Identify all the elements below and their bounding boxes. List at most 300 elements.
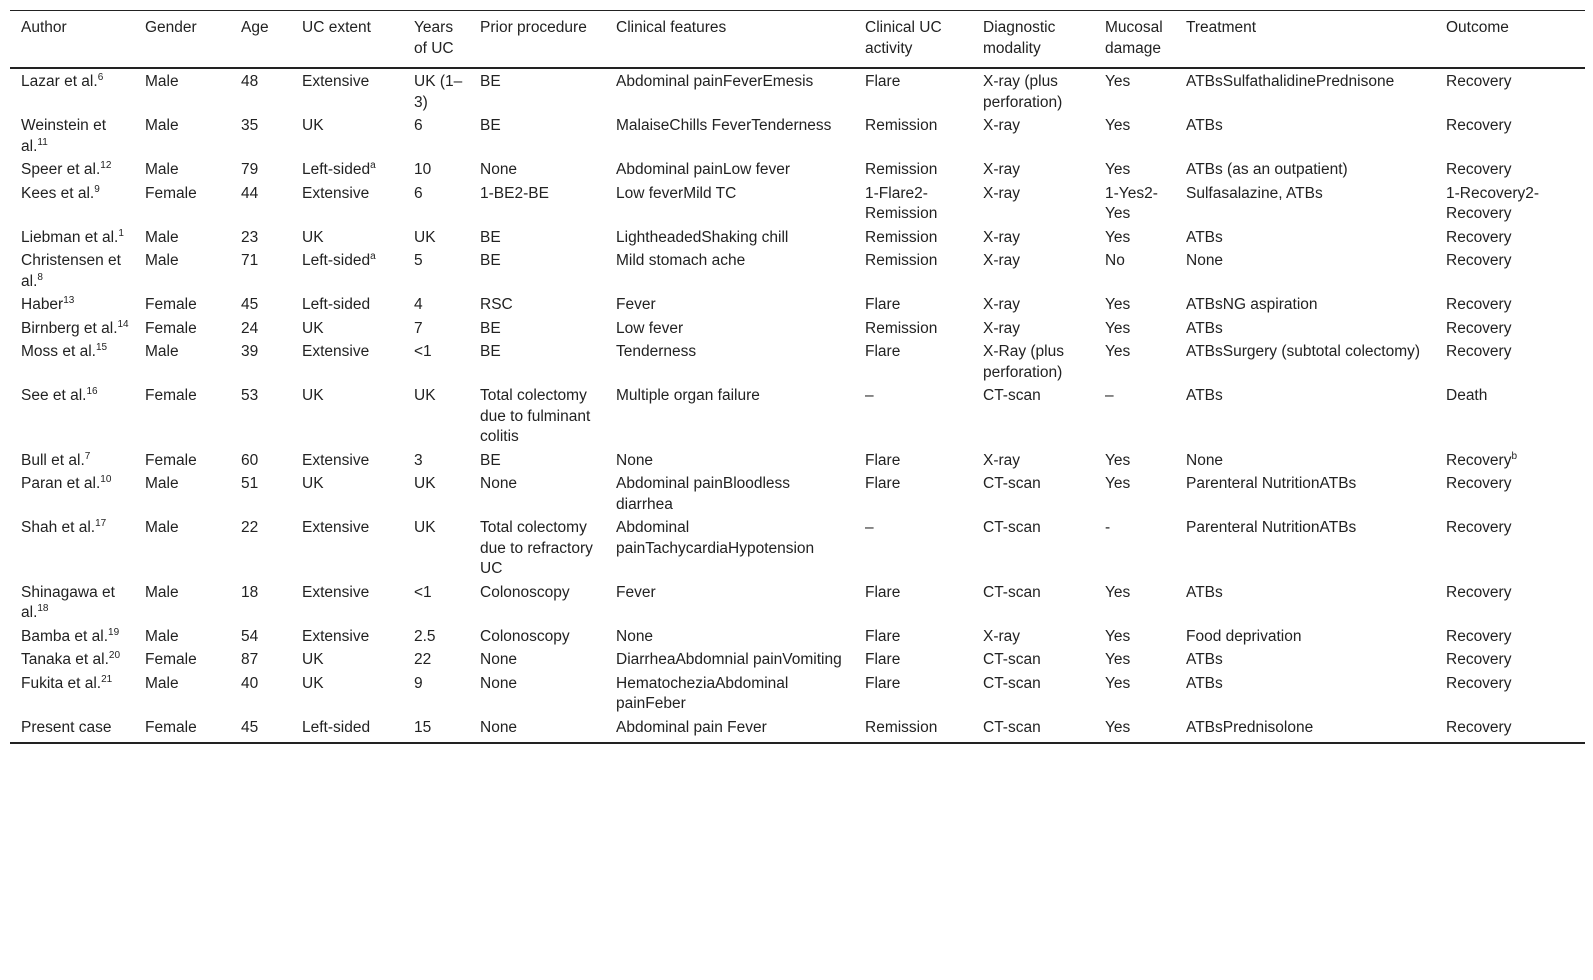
author-text: Present case xyxy=(21,718,112,736)
author-text: Speer et al. xyxy=(21,161,101,178)
clinical-uc-activity-cell xyxy=(854,316,972,340)
gender-text: Male xyxy=(145,117,179,134)
prior-procedure-text: BE xyxy=(480,252,501,269)
header-gender: Gender xyxy=(145,19,197,36)
mucosal-damage-cell xyxy=(1094,580,1175,624)
table-row xyxy=(10,248,1585,292)
treatment-text: ATBsSulfathalidinePrednisone xyxy=(1186,73,1395,90)
gender-cell xyxy=(134,624,230,648)
prior-procedure-text: RSC xyxy=(480,296,513,313)
clinical-features-text: Abdominal painLow fever xyxy=(616,161,791,178)
years-of-uc-cell xyxy=(403,448,469,472)
prior-procedure-cell xyxy=(469,113,605,157)
clinical-uc-activity-cell xyxy=(854,383,972,448)
uc-extent-text: Extensive xyxy=(302,73,370,90)
prior-procedure-cell xyxy=(469,471,605,515)
age-text: 53 xyxy=(241,387,259,404)
diagnostic-modality-text: X-ray xyxy=(983,184,1021,202)
mucosal-damage-text: - xyxy=(1105,519,1111,536)
years-of-uc-cell xyxy=(403,471,469,515)
diagnostic-modality-cell xyxy=(972,515,1094,580)
header-diagnostic-modality: Diagnostic modality xyxy=(983,19,1056,57)
table-row xyxy=(10,225,1585,249)
clinical-features-text: LightheadedShaking chill xyxy=(616,228,789,246)
uc-extent-cell xyxy=(291,580,403,624)
age-text: 24 xyxy=(241,319,259,337)
years-of-uc-cell xyxy=(403,68,469,113)
diagnostic-modality-cell xyxy=(972,316,1094,340)
years-of-uc-text: 6 xyxy=(414,184,423,202)
clinical-uc-activity-text: Flare xyxy=(865,651,901,668)
gender-text: Female xyxy=(145,319,197,337)
author-text: Moss et al. xyxy=(21,343,96,360)
treatment-text: Parenteral NutritionATBs xyxy=(1186,475,1357,492)
clinical-uc-activity-cell xyxy=(854,157,972,181)
gender-cell xyxy=(134,113,230,157)
treatment-text: ATBsSurgery (subtotal colectomy) xyxy=(1186,343,1421,360)
clinical-features-cell xyxy=(605,471,854,515)
case-reports-table xyxy=(10,10,1585,744)
treatment-text: ATBsPrednisolone xyxy=(1186,718,1314,736)
uc-extent-text: Left-sided xyxy=(302,252,371,269)
reference-superscript: 19 xyxy=(108,626,120,638)
treatment-text: Food deprivation xyxy=(1186,627,1302,645)
uc-extent-text: Extensive xyxy=(302,627,370,645)
uc-extent-cell xyxy=(291,292,403,316)
uc-extent-cell xyxy=(291,339,403,383)
uc-extent-cell xyxy=(291,68,403,113)
reference-superscript: 14 xyxy=(117,318,129,330)
years-of-uc-text: 3 xyxy=(414,451,423,469)
treatment-cell xyxy=(1175,339,1435,383)
author-cell xyxy=(10,113,134,157)
gender-cell xyxy=(134,671,230,715)
prior-procedure-cell xyxy=(469,647,605,671)
gender-cell xyxy=(134,647,230,671)
diagnostic-modality-text: X-ray xyxy=(983,451,1021,469)
years-of-uc-text: 22 xyxy=(414,651,432,668)
table-row xyxy=(10,316,1585,340)
years-of-uc-text: UK xyxy=(414,228,436,246)
age-text: 48 xyxy=(241,73,259,90)
prior-procedure-cell xyxy=(469,248,605,292)
header-age: Age xyxy=(241,19,269,36)
uc-extent-text: Extensive xyxy=(302,184,370,202)
prior-procedure-cell xyxy=(469,715,605,744)
uc-extent-cell xyxy=(291,383,403,448)
age-cell xyxy=(230,339,291,383)
uc-extent-text: Extensive xyxy=(302,519,370,536)
treatment-text: ATBs xyxy=(1186,117,1223,134)
treatment-cell xyxy=(1175,68,1435,113)
age-text: 44 xyxy=(241,184,259,202)
gender-cell xyxy=(134,471,230,515)
clinical-uc-activity-cell xyxy=(854,715,972,744)
gender-cell xyxy=(134,68,230,113)
age-text: 51 xyxy=(241,475,259,492)
years-of-uc-text: 9 xyxy=(414,674,423,692)
table-row xyxy=(10,647,1585,671)
years-of-uc-cell xyxy=(403,715,469,744)
diagnostic-modality-cell xyxy=(972,339,1094,383)
clinical-features-text: DiarrheaAbdomnial painVomiting xyxy=(616,651,842,668)
outcome-text: Recovery xyxy=(1446,319,1512,337)
outcome-cell xyxy=(1435,471,1585,515)
diagnostic-modality-cell xyxy=(972,225,1094,249)
mucosal-damage-text: Yes xyxy=(1105,319,1131,337)
outcome-cell xyxy=(1435,383,1585,448)
author-cell xyxy=(10,181,134,225)
treatment-text: ATBs (as an outpatient) xyxy=(1186,161,1348,178)
years-of-uc-text: <1 xyxy=(414,343,432,360)
table-row xyxy=(10,181,1585,225)
treatment-cell xyxy=(1175,515,1435,580)
treatment-cell xyxy=(1175,383,1435,448)
diagnostic-modality-text: X-ray xyxy=(983,161,1021,178)
clinical-features-text: Abdominal painFeverEmesis xyxy=(616,73,814,90)
mucosal-damage-text: Yes xyxy=(1105,651,1131,668)
prior-procedure-text: None xyxy=(480,651,518,668)
diagnostic-modality-cell xyxy=(972,181,1094,225)
header-clinical-features: Clinical features xyxy=(616,19,727,36)
diagnostic-modality-text: X-ray xyxy=(983,117,1021,134)
mucosal-damage-cell xyxy=(1094,515,1175,580)
outcome-text: Recovery xyxy=(1446,651,1512,668)
clinical-uc-activity-text: Remission xyxy=(865,252,938,269)
clinical-uc-activity-text: Remission xyxy=(865,319,938,337)
outcome-cell xyxy=(1435,715,1585,744)
diagnostic-modality-cell xyxy=(972,624,1094,648)
uc-extent-text: UK xyxy=(302,319,324,337)
outcome-cell xyxy=(1435,647,1585,671)
uc-extent-text: Left-sided xyxy=(302,718,371,736)
prior-procedure-text: 1-BE2-BE xyxy=(480,184,549,202)
outcome-cell xyxy=(1435,316,1585,340)
diagnostic-modality-cell xyxy=(972,113,1094,157)
age-cell xyxy=(230,248,291,292)
header-uc-extent: UC extent xyxy=(302,19,371,36)
clinical-uc-activity-text: – xyxy=(865,387,874,404)
prior-procedure-text: None xyxy=(480,674,518,692)
diagnostic-modality-cell xyxy=(972,157,1094,181)
table-row xyxy=(10,624,1585,648)
outcome-text: 1-Recovery2-Recovery xyxy=(1446,184,1540,222)
outcome-text: Recovery xyxy=(1446,228,1512,246)
years-of-uc-text: UK xyxy=(414,387,436,404)
reference-superscript: 8 xyxy=(37,271,43,283)
gender-text: Male xyxy=(145,519,179,536)
prior-procedure-cell xyxy=(469,292,605,316)
table-body xyxy=(10,68,1585,743)
gender-cell xyxy=(134,225,230,249)
outcome-text: Recovery xyxy=(1446,343,1512,360)
treatment-text: None xyxy=(1186,252,1224,269)
diagnostic-modality-text: CT-scan xyxy=(983,519,1041,536)
clinical-uc-activity-cell xyxy=(854,181,972,225)
mucosal-damage-cell xyxy=(1094,671,1175,715)
age-cell xyxy=(230,383,291,448)
footnote-superscript: a xyxy=(370,251,376,262)
author-text: Paran et al. xyxy=(21,475,101,492)
prior-procedure-cell xyxy=(469,624,605,648)
age-text: 71 xyxy=(241,252,259,269)
age-cell xyxy=(230,624,291,648)
gender-text: Male xyxy=(145,475,179,492)
reference-superscript: 11 xyxy=(37,136,48,148)
clinical-features-cell xyxy=(605,181,854,225)
mucosal-damage-text: Yes xyxy=(1105,73,1131,90)
outcome-text: Recovery xyxy=(1446,718,1512,736)
diagnostic-modality-text: CT-scan xyxy=(983,387,1041,404)
uc-extent-cell xyxy=(291,448,403,472)
clinical-uc-activity-text: Flare xyxy=(865,73,901,90)
clinical-uc-activity-cell xyxy=(854,671,972,715)
mucosal-damage-text: Yes xyxy=(1105,296,1131,313)
treatment-cell xyxy=(1175,471,1435,515)
author-cell xyxy=(10,248,134,292)
clinical-uc-activity-text: Flare xyxy=(865,451,901,469)
mucosal-damage-cell xyxy=(1094,647,1175,671)
outcome-cell xyxy=(1435,292,1585,316)
treatment-cell xyxy=(1175,292,1435,316)
gender-cell xyxy=(134,181,230,225)
table-row xyxy=(10,448,1585,472)
clinical-uc-activity-text: Flare xyxy=(865,475,901,492)
prior-procedure-cell xyxy=(469,580,605,624)
outcome-text: Recovery xyxy=(1446,674,1512,692)
mucosal-damage-text: Yes xyxy=(1105,475,1131,492)
table-header xyxy=(10,11,1585,69)
gender-text: Female xyxy=(145,451,197,469)
years-of-uc-text: UK xyxy=(414,475,436,492)
uc-extent-text: UK xyxy=(302,228,324,246)
diagnostic-modality-text: CT-scan xyxy=(983,674,1041,692)
uc-extent-text: Extensive xyxy=(302,343,370,360)
gender-text: Male xyxy=(145,583,179,601)
outcome-cell xyxy=(1435,339,1585,383)
author-text: Shah et al. xyxy=(21,519,96,536)
uc-extent-cell xyxy=(291,181,403,225)
clinical-features-cell xyxy=(605,383,854,448)
clinical-uc-activity-cell xyxy=(854,647,972,671)
outcome-cell xyxy=(1435,515,1585,580)
age-cell xyxy=(230,471,291,515)
treatment-cell xyxy=(1175,248,1435,292)
age-cell xyxy=(230,715,291,744)
clinical-features-cell xyxy=(605,715,854,744)
age-cell xyxy=(230,671,291,715)
clinical-features-cell xyxy=(605,316,854,340)
header-treatment: Treatment xyxy=(1186,19,1257,36)
clinical-features-text: None xyxy=(616,627,654,645)
clinical-uc-activity-text: Flare xyxy=(865,296,901,313)
age-cell xyxy=(230,647,291,671)
outcome-cell xyxy=(1435,248,1585,292)
age-cell xyxy=(230,157,291,181)
diagnostic-modality-text: X-ray xyxy=(983,252,1021,269)
age-text: 60 xyxy=(241,451,259,469)
clinical-features-cell xyxy=(605,113,854,157)
prior-procedure-text: BE xyxy=(480,228,501,246)
header-years-of-uc: Years of UC xyxy=(414,19,454,57)
diagnostic-modality-text: X-ray xyxy=(983,627,1021,645)
age-cell xyxy=(230,515,291,580)
years-of-uc-text: <1 xyxy=(414,583,432,601)
outcome-cell xyxy=(1435,624,1585,648)
age-cell xyxy=(230,448,291,472)
prior-procedure-cell xyxy=(469,68,605,113)
mucosal-damage-text: Yes xyxy=(1105,117,1131,134)
clinical-features-text: Tenderness xyxy=(616,343,697,360)
years-of-uc-cell xyxy=(403,671,469,715)
author-cell xyxy=(10,157,134,181)
age-text: 23 xyxy=(241,228,259,246)
table-row xyxy=(10,68,1585,113)
clinical-features-cell xyxy=(605,448,854,472)
years-of-uc-text: 6 xyxy=(414,117,423,134)
mucosal-damage-cell xyxy=(1094,339,1175,383)
prior-procedure-cell xyxy=(469,448,605,472)
author-cell xyxy=(10,671,134,715)
prior-procedure-text: BE xyxy=(480,117,501,134)
diagnostic-modality-cell xyxy=(972,471,1094,515)
table-row xyxy=(10,157,1585,181)
age-text: 45 xyxy=(241,296,259,313)
clinical-features-text: Low feverMild TC xyxy=(616,184,737,202)
gender-text: Male xyxy=(145,161,179,178)
author-text: Bull et al. xyxy=(21,451,85,469)
clinical-features-cell xyxy=(605,292,854,316)
clinical-uc-activity-text: Flare xyxy=(865,674,901,692)
treatment-text: ATBs xyxy=(1186,387,1223,404)
diagnostic-modality-text: CT-scan xyxy=(983,651,1041,668)
outcome-text: Recovery xyxy=(1446,451,1512,469)
reference-superscript: 16 xyxy=(86,386,98,397)
author-text: Fukita et al. xyxy=(21,674,102,692)
prior-procedure-text: Colonoscopy xyxy=(480,627,570,645)
mucosal-damage-text: Yes xyxy=(1105,718,1131,736)
author-text: Tanaka et al. xyxy=(21,651,109,668)
author-text: Shinagawa et al. xyxy=(21,583,115,621)
uc-extent-text: Extensive xyxy=(302,451,370,469)
diagnostic-modality-cell xyxy=(972,68,1094,113)
gender-cell xyxy=(134,580,230,624)
gender-text: Female xyxy=(145,296,197,313)
outcome-text: Recovery xyxy=(1446,627,1512,645)
clinical-features-text: None xyxy=(616,451,654,469)
table-row xyxy=(10,383,1585,448)
clinical-features-cell xyxy=(605,225,854,249)
uc-extent-cell xyxy=(291,225,403,249)
prior-procedure-text: BE xyxy=(480,319,501,337)
mucosal-damage-cell xyxy=(1094,113,1175,157)
uc-extent-cell xyxy=(291,113,403,157)
gender-cell xyxy=(134,339,230,383)
clinical-uc-activity-text: Flare xyxy=(865,583,901,601)
prior-procedure-text: Total colectomy due to refractory UC xyxy=(480,519,593,577)
mucosal-damage-text: Yes xyxy=(1105,674,1131,692)
prior-procedure-text: Colonoscopy xyxy=(480,583,570,601)
mucosal-damage-text: – xyxy=(1105,387,1114,404)
treatment-cell xyxy=(1175,671,1435,715)
clinical-uc-activity-cell xyxy=(854,225,972,249)
years-of-uc-cell xyxy=(403,580,469,624)
header-row xyxy=(10,11,1585,69)
outcome-text: Recovery xyxy=(1446,73,1512,90)
treatment-text: ATBs xyxy=(1186,319,1223,337)
uc-extent-text: UK xyxy=(302,387,324,404)
outcome-text: Recovery xyxy=(1446,475,1512,492)
gender-text: Male xyxy=(145,343,179,360)
header-mucosal-damage: Mucosal damage xyxy=(1105,19,1163,57)
mucosal-damage-text: Yes xyxy=(1105,627,1131,645)
author-text: Birnberg et al. xyxy=(21,319,118,337)
uc-extent-text: Extensive xyxy=(302,583,370,601)
treatment-cell xyxy=(1175,624,1435,648)
clinical-features-cell xyxy=(605,339,854,383)
age-cell xyxy=(230,316,291,340)
clinical-uc-activity-cell xyxy=(854,68,972,113)
table-row xyxy=(10,339,1585,383)
clinical-uc-activity-text: Remission xyxy=(865,718,938,736)
mucosal-damage-text: No xyxy=(1105,252,1125,269)
clinical-features-cell xyxy=(605,68,854,113)
treatment-cell xyxy=(1175,113,1435,157)
clinical-features-text: Fever xyxy=(616,296,656,313)
clinical-uc-activity-cell xyxy=(854,448,972,472)
uc-extent-cell xyxy=(291,647,403,671)
treatment-cell xyxy=(1175,715,1435,744)
treatment-cell xyxy=(1175,225,1435,249)
uc-extent-text: Left-sided xyxy=(302,296,371,313)
author-text: Christensen et al. xyxy=(21,252,121,290)
age-text: 18 xyxy=(241,583,259,601)
clinical-uc-activity-cell xyxy=(854,515,972,580)
reference-superscript: 13 xyxy=(63,295,75,306)
author-text: Weinstein et al. xyxy=(21,117,107,155)
clinical-uc-activity-cell xyxy=(854,339,972,383)
clinical-uc-activity-cell xyxy=(854,471,972,515)
gender-text: Female xyxy=(145,387,197,404)
uc-extent-cell xyxy=(291,515,403,580)
clinical-features-text: MalaiseChills FeverTenderness xyxy=(616,117,832,134)
clinical-features-cell xyxy=(605,624,854,648)
years-of-uc-cell xyxy=(403,181,469,225)
uc-extent-text: UK xyxy=(302,475,324,492)
diagnostic-modality-cell xyxy=(972,248,1094,292)
prior-procedure-cell xyxy=(469,316,605,340)
prior-procedure-cell xyxy=(469,157,605,181)
clinical-uc-activity-text: 1-Flare2-Remission xyxy=(865,184,938,222)
author-cell xyxy=(10,715,134,744)
table-row xyxy=(10,471,1585,515)
mucosal-damage-cell xyxy=(1094,181,1175,225)
outcome-cell xyxy=(1435,580,1585,624)
age-cell xyxy=(230,292,291,316)
diagnostic-modality-text: CT-scan xyxy=(983,475,1041,492)
diagnostic-modality-text: X-ray xyxy=(983,296,1021,313)
clinical-uc-activity-text: Remission xyxy=(865,228,938,246)
author-text: Kees et al. xyxy=(21,184,95,202)
prior-procedure-text: Total colectomy due to fulminant colitis xyxy=(480,387,591,445)
prior-procedure-text: None xyxy=(480,718,518,736)
prior-procedure-cell xyxy=(469,225,605,249)
diagnostic-modality-cell xyxy=(972,671,1094,715)
years-of-uc-text: 5 xyxy=(414,252,423,269)
years-of-uc-cell xyxy=(403,339,469,383)
outcome-cell xyxy=(1435,113,1585,157)
gender-text: Female xyxy=(145,651,197,668)
